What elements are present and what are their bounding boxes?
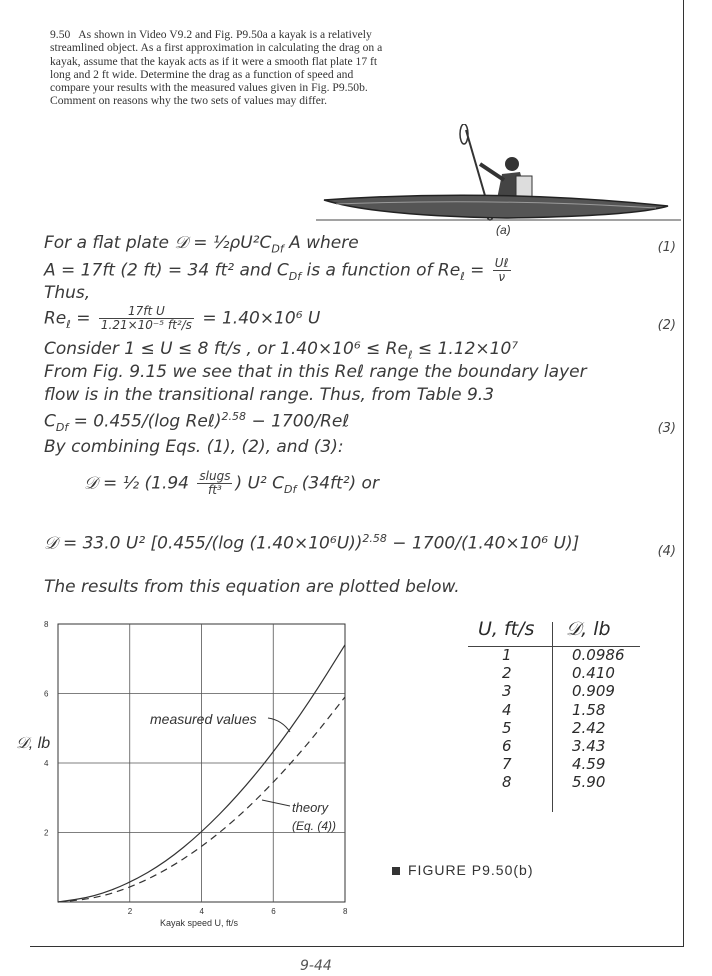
table-row: 2 0.410 xyxy=(502,664,615,683)
annotation-arrow-theory xyxy=(262,800,290,806)
table-row: 5 2.42 xyxy=(502,718,606,737)
table-header-speed: U, ft/s xyxy=(478,618,535,640)
solution-line-5: Consider 1 ≤ U ≤ 8 ft/s , or $1.40\times 10^6 \le Re_\ell \le 1.12\times 10^7$ xyxy=(44,339,519,362)
solution-line-2: A = 17ft (2 ft) = 34 ft² and $C_{Df}$ is a function of $Re_\ell$ = $\frac{\text{Uℓ}}{\nu}$ xyxy=(44,256,509,284)
paddler-head xyxy=(505,157,519,171)
solution-line-11: 𝒟 = 33.0 U² [0.455/(log (1.40×10⁶U))$^{2.58}$ − 1700/(1.40×10⁶ U)] xyxy=(44,532,580,554)
equation-number-2: (2) xyxy=(657,318,676,333)
annotation-measured-values: measured values xyxy=(150,711,257,727)
problem-text: As shown in Video V9.2 and Fig. P9.50a a kayak is a relatively streamlined object. As a first approximation in calculating the drag on a kayak, assume that the kayak acts as if it were a smooth flat plate 17 ft long and 2 ft wide. Determine the drag as a function of speed and compare your results with the measured values given in Fig. P9.50b. Comment on reasons why the two sets of values may differ. xyxy=(50,28,383,108)
table-header-drag: 𝒟, lb xyxy=(566,618,611,640)
solution-line-1: For a flat plate 𝒟 = $\frac{1}{2}\rho U^2C_{Df}$ A where xyxy=(44,233,359,256)
paddler-arm xyxy=(480,164,504,180)
page-number: 9-44 xyxy=(300,958,332,974)
solution-line-4: $Re_\ell$ = $\frac{\text{17ft U}}{\text{1.21×10⁻⁵ ft²/s}}$ = 1.40×10⁶ U xyxy=(44,304,321,332)
annotation-theory: theory xyxy=(292,800,329,815)
table-row: 1 0.0986 xyxy=(502,646,625,664)
table-row: 8 5.90 xyxy=(502,773,606,792)
y-tick-label: 2 xyxy=(44,828,49,838)
table-row: 6 3.43 xyxy=(502,736,606,755)
chart-x-axis-label: Kayak speed U, ft/s xyxy=(160,918,239,928)
table-row: 7 4.59 xyxy=(502,755,606,774)
solution-line-10: 𝒟 = ½ (1.94 $\frac{\text{slugs}}{\text{ft³}}$ ) U² $C_{Df}$ (34ft²) or xyxy=(84,469,379,497)
figure-caption: FIGURE P9.50(b) xyxy=(392,862,533,878)
y-tick-label: 8 xyxy=(44,620,49,629)
table-row: 3 0.909 xyxy=(502,682,615,701)
equation-number-1: (1) xyxy=(657,240,676,255)
problem-statement xyxy=(50,28,390,108)
annotation-arrow-measured xyxy=(268,718,290,732)
solution-line-8: $C_{Df} = 0.455/(\log$ Reℓ)$^{2.58}$ − 1700/Reℓ xyxy=(44,410,350,435)
equation-number-3: (3) xyxy=(657,421,676,436)
kayak-label: (a) xyxy=(496,223,511,236)
solution-line-7: flow is in the transitional range. Thus, from Table 9.3 xyxy=(44,385,495,405)
solution-line-9: By combining Eqs. (1), (2), and (3): xyxy=(44,437,344,457)
x-tick-label: 2 xyxy=(127,907,133,916)
solution-line-3: Thus, xyxy=(44,283,91,303)
problem-number: 9.50 xyxy=(50,28,71,41)
drag-table xyxy=(468,618,640,792)
y-tick-label: 6 xyxy=(44,689,49,699)
table-row: 4 1.58 xyxy=(502,700,606,719)
kayak-illustration xyxy=(316,124,686,236)
solution-line-6: From Fig. 9.15 we see that in this Reℓ range the boundary layer xyxy=(44,362,587,382)
annotation-eq4: (Eq. (4)) xyxy=(292,819,337,833)
x-tick-label: 4 xyxy=(199,907,204,916)
x-tick-label: 6 xyxy=(271,907,276,916)
drag-chart xyxy=(0,600,400,940)
x-tick-label: 8 xyxy=(343,907,348,916)
caption-square-icon xyxy=(392,867,400,875)
y-tick-label: 4 xyxy=(44,759,49,768)
chart-y-axis-label: 𝒟, lb xyxy=(16,735,51,752)
kayak-hull xyxy=(324,195,668,218)
page-frame-bottom xyxy=(30,946,684,947)
equation-number-4: (4) xyxy=(657,544,676,559)
solution-line-12: The results from this equation are plotted below. xyxy=(44,577,460,597)
